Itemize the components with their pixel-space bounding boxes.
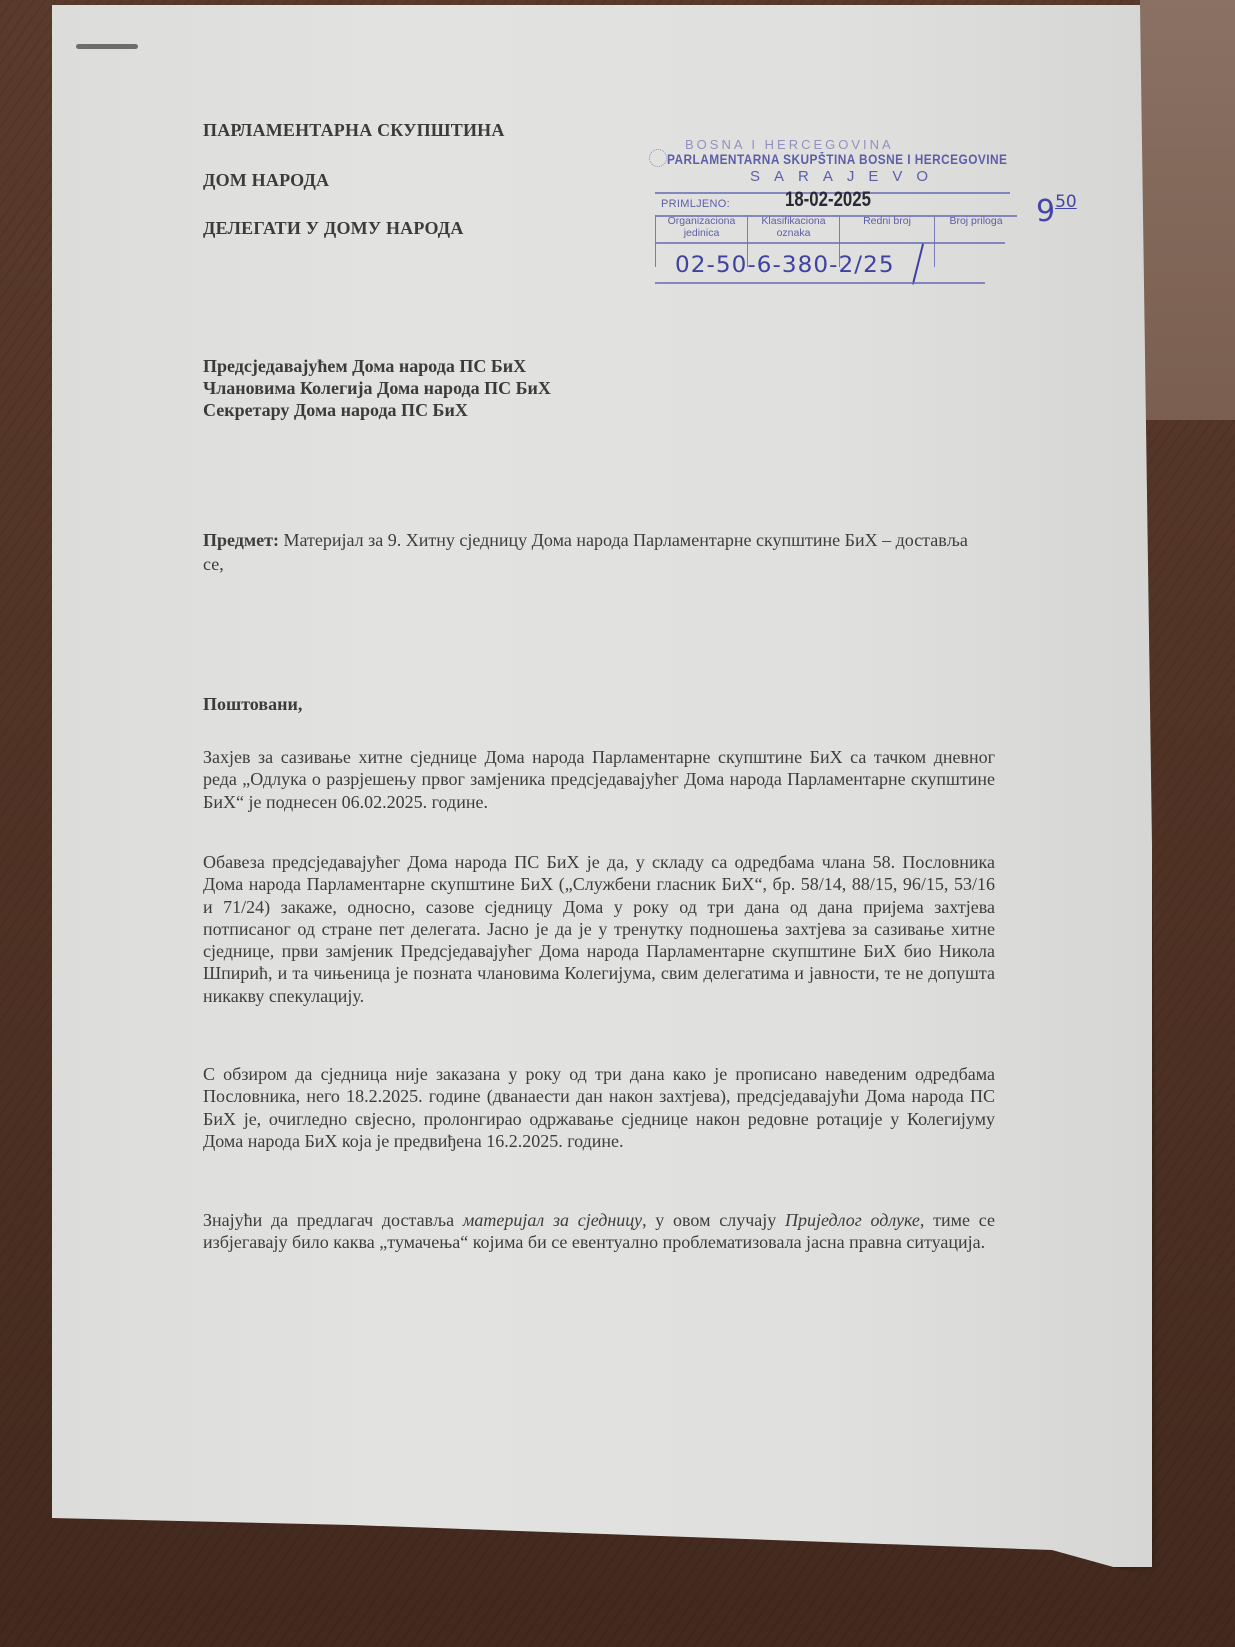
handwritten-note <box>1036 192 1077 229</box>
stamp-divider <box>655 282 985 284</box>
paragraph <box>203 1209 995 1254</box>
subject-label: Предмет: <box>203 530 279 550</box>
paragraph-text: , тиме се избјегавају било каква „тумачења“ којима би се евентуално проблематизовала јасна правна ситуација. <box>203 1210 995 1253</box>
stamp-column-label: Klasifikaciona oznaka <box>761 215 826 239</box>
stamp-received-label: PRIMLJENO: <box>661 198 731 210</box>
paragraph: С обзиром да сједница није заказана у року од три дана како је прописано наведеним одредбама Пословника, него 18.2.2025. године (дванаести дан након захтјева), предсједавајући Дома народа ПС БиХ је, очигледно свјесно, пролонгирао одржавање сједнице након редовне ротације у Колегијуму Дома народа БиХ која је предвиђена 16.2.2025. године. <box>203 1064 995 1151</box>
recipient: Члановима Колегија Дома народа ПС БиХ <box>203 378 551 398</box>
desk-surface <box>1140 0 1235 420</box>
paragraph-text: , у овом случају <box>642 1210 785 1230</box>
header-delegates: ДЕЛЕГАТИ У ДОМУ НАРОДА <box>203 218 464 238</box>
paragraph: Захјев за сазивање хитне сједнице Дома народа Парламентарне скупштине БиХ са тачком дневног реда „Одлука о разрјешењу првог замјеника предсједавајућег Дома народа Парламентарне скупштине БиХ“ је поднесен 06.02.2025. године. <box>203 747 995 812</box>
handwritten-note-superscript: 50 <box>1055 192 1077 212</box>
greeting: Поштовани, <box>203 694 303 714</box>
subject-text: Материјал за 9. Хитну сједницу Дома народа Парламентарне скупштине БиХ – доставља се, <box>203 530 968 574</box>
stamp-divider <box>655 242 1005 244</box>
staple <box>76 44 138 49</box>
header-parliament: ПАРЛАМЕНТАРНА СКУПШТИНА <box>203 120 505 140</box>
recipient: Секретару Дома народа ПС БиХ <box>203 400 468 420</box>
handwritten-note-main: 9 <box>1036 194 1056 229</box>
stamp-column <box>934 215 1017 267</box>
header-house: ДОМ НАРОДА <box>203 170 330 190</box>
recipients-block <box>203 355 551 421</box>
stamp-received-date: 18-02-2025 <box>785 188 871 211</box>
registry-stamp <box>655 135 1017 285</box>
paragraph-text: Знајући да предлагач доставља <box>203 1210 463 1230</box>
stamp-column-label: Broj priloga <box>949 215 1003 227</box>
stamp-registry-number: 02-50-6-380-2/25 <box>675 253 895 278</box>
paragraph: Обавеза предсједавајућег Дома народа ПС БиХ је да, у складу са одредбама члана 58. Пословника Дома народа Парламентарне скупштине БиХ („Службени гласник БиХ“, бр. 58/14, 88/15, 96/15, 53/16 и 71/24) закаже, односно, сазове сједницу Дома у року од три дана од дана пријема захтјева потписаног од стране пет делегата. Јасно је да је у тренутку подношења захтјева за сазивање хитне сједнице, први замјеник Предсједавајућег Дома народа Парламентарне скупштине БиХ био Никола Шпирић, и та чињеница је позната члановима Колегијума, свим делегатима и јавности, те не допушта никакву спекулацију. <box>203 852 995 1006</box>
stamp-column-label: Redni broj <box>863 215 911 227</box>
paragraph-emphasis: материјал за сједницу <box>462 1210 643 1230</box>
stamp-city: SARAJEVO <box>750 168 943 185</box>
recipient: Предсједавајућем Дома народа ПС БиХ <box>203 356 527 376</box>
coat-of-arms-icon <box>649 149 667 167</box>
paragraph-emphasis: Приједлог одлуке <box>785 1210 920 1230</box>
subject-line <box>203 528 993 576</box>
stamp-column-label: Organizaciona jedinica <box>667 215 736 239</box>
stamp-institution: PARLAMENTARNA SKUPŠTINA BOSNE I HERCEGOVINE <box>667 152 1008 167</box>
stamp-country: BOSNA I HERCEGOVINA <box>685 137 894 152</box>
